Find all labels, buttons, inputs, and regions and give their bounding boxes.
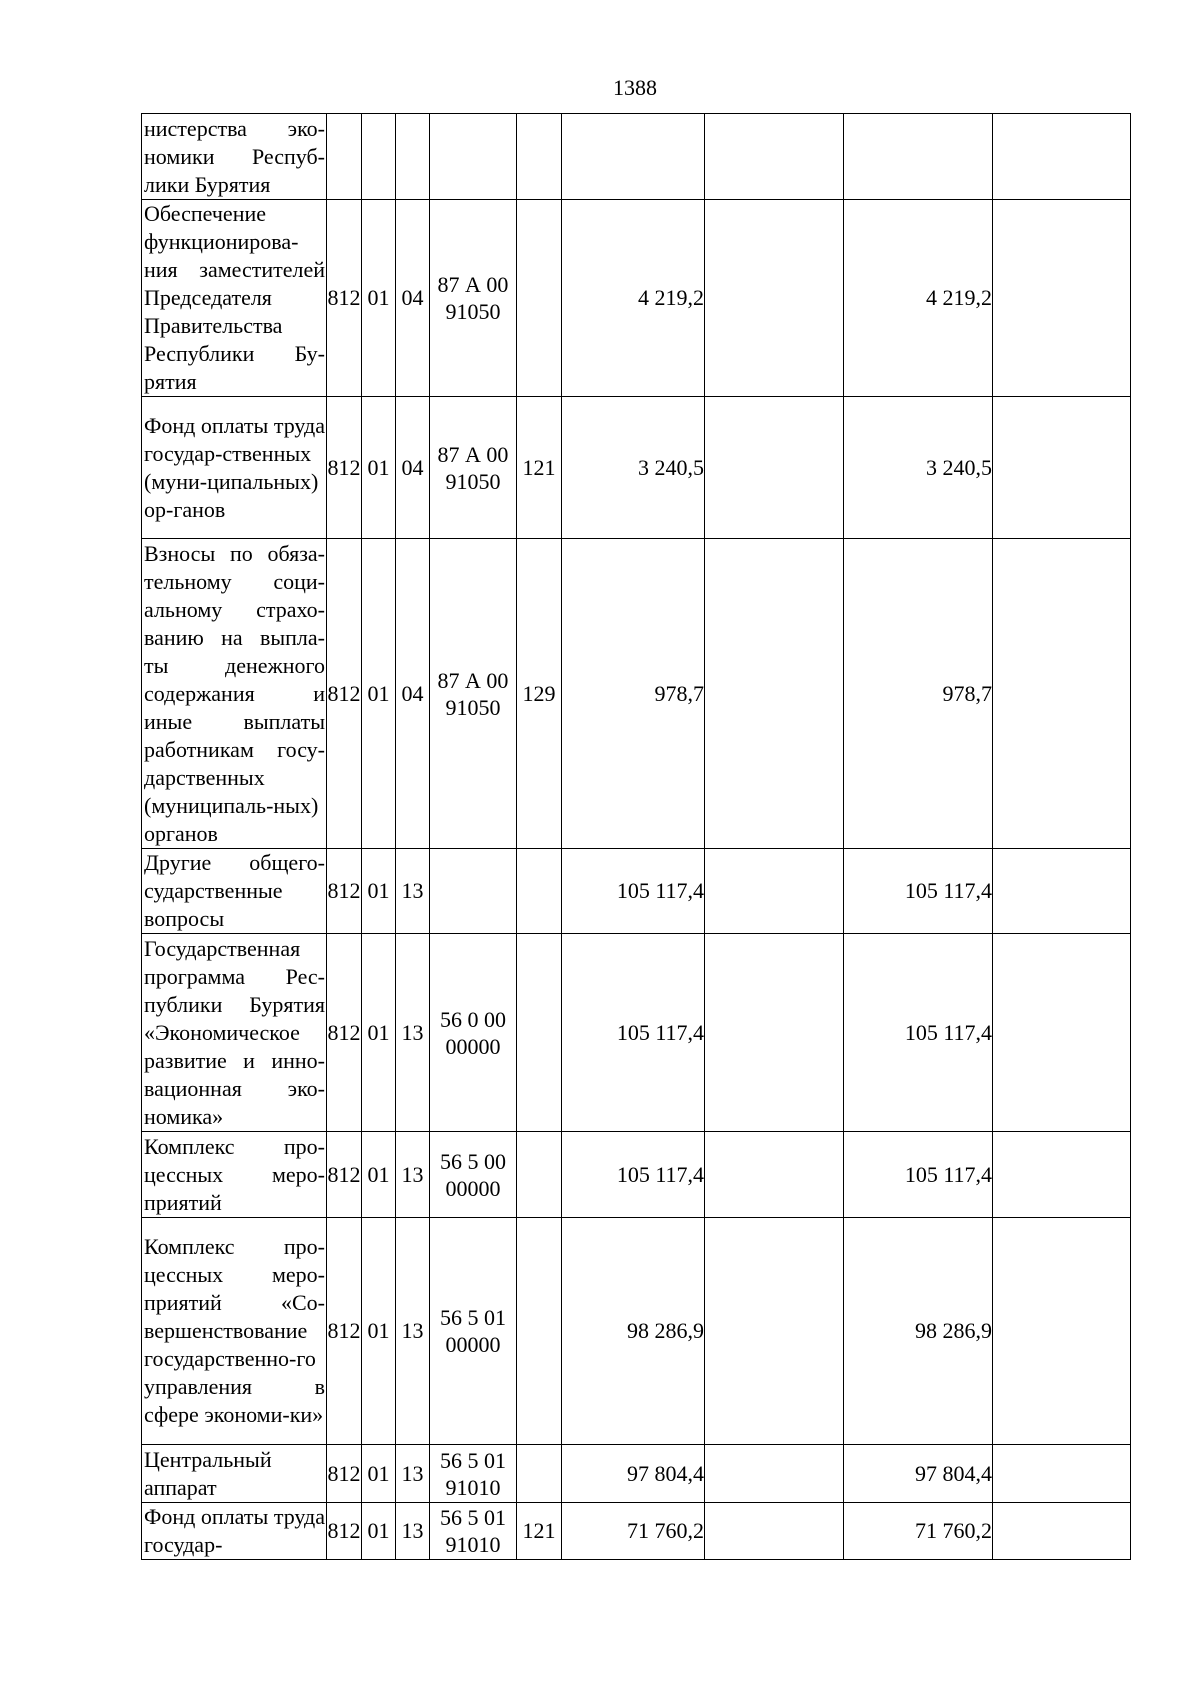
sum-cell-3: 105 117,4 — [844, 934, 993, 1132]
sum-cell-2 — [705, 1218, 844, 1445]
budget-table — [141, 113, 1131, 1560]
sum-cell-2 — [705, 849, 844, 934]
vr-cell — [517, 1445, 562, 1503]
sum-cell-2 — [705, 397, 844, 539]
gr-cell: 812 — [327, 934, 362, 1132]
table-row — [142, 849, 1131, 934]
csr-cell: 87 А 00 91050 — [430, 397, 517, 539]
rz-cell: 01 — [362, 849, 396, 934]
pr-cell: 13 — [396, 849, 430, 934]
sum-cell-1: 97 804,4 — [562, 1445, 705, 1503]
table-row — [142, 1132, 1131, 1218]
sum-cell-3: 105 117,4 — [844, 849, 993, 934]
row-name: Другие общего-сударственные вопросы — [142, 849, 327, 934]
row-name: Центральный аппарат — [142, 1445, 327, 1503]
pr-cell: 13 — [396, 1445, 430, 1503]
rz-cell: 01 — [362, 539, 396, 849]
rz-cell: 01 — [362, 1132, 396, 1218]
sum-cell-2 — [705, 114, 844, 200]
row-name: Комплекс про-цессных меро-приятий — [142, 1132, 327, 1218]
gr-cell: 812 — [327, 200, 362, 397]
sum-cell-3: 3 240,5 — [844, 397, 993, 539]
pr-cell: 13 — [396, 934, 430, 1132]
csr-cell: 56 5 01 00000 — [430, 1218, 517, 1445]
row-name: Государственная программа Рес-публики Бурятия «Экономическое развитие и инно-вационная эко-номика» — [142, 934, 327, 1132]
sum-cell-2 — [705, 1503, 844, 1560]
pr-cell: 13 — [396, 1503, 430, 1560]
rz-cell: 01 — [362, 200, 396, 397]
csr-cell: 56 5 01 91010 — [430, 1503, 517, 1560]
row-name: Фонд оплаты труда государ-ственных (муни-ципальных) ор-ганов — [142, 397, 327, 539]
gr-cell: 812 — [327, 539, 362, 849]
vr-cell: 121 — [517, 397, 562, 539]
rz-cell: 01 — [362, 397, 396, 539]
sum-cell-4 — [993, 934, 1131, 1132]
gr-cell: 812 — [327, 1503, 362, 1560]
vr-cell — [517, 114, 562, 200]
sum-cell-1: 71 760,2 — [562, 1503, 705, 1560]
sum-cell-3: 97 804,4 — [844, 1445, 993, 1503]
csr-cell: 56 5 01 91010 — [430, 1445, 517, 1503]
vr-cell: 129 — [517, 539, 562, 849]
pr-cell: 13 — [396, 1132, 430, 1218]
gr-cell — [327, 114, 362, 200]
sum-cell-4 — [993, 1445, 1131, 1503]
rz-cell: 01 — [362, 1445, 396, 1503]
gr-cell: 812 — [327, 1218, 362, 1445]
sum-cell-1: 3 240,5 — [562, 397, 705, 539]
sum-cell-2 — [705, 1445, 844, 1503]
sum-cell-1: 98 286,9 — [562, 1218, 705, 1445]
sum-cell-3: 978,7 — [844, 539, 993, 849]
pr-cell — [396, 114, 430, 200]
csr-cell — [430, 849, 517, 934]
sum-cell-1 — [562, 114, 705, 200]
row-name: Фонд оплаты труда государ- — [142, 1503, 327, 1560]
pr-cell: 13 — [396, 1218, 430, 1445]
table-row — [142, 397, 1131, 539]
vr-cell — [517, 849, 562, 934]
sum-cell-1: 105 117,4 — [562, 934, 705, 1132]
sum-cell-4 — [993, 1503, 1131, 1560]
vr-cell — [517, 1132, 562, 1218]
gr-cell: 812 — [327, 1445, 362, 1503]
sum-cell-3: 4 219,2 — [844, 200, 993, 397]
csr-cell: 87 А 00 91050 — [430, 200, 517, 397]
sum-cell-1: 4 219,2 — [562, 200, 705, 397]
sum-cell-2 — [705, 200, 844, 397]
sum-cell-3: 105 117,4 — [844, 1132, 993, 1218]
table-row — [142, 1503, 1131, 1560]
rz-cell: 01 — [362, 1218, 396, 1445]
vr-cell — [517, 200, 562, 397]
vr-cell — [517, 1218, 562, 1445]
sum-cell-4 — [993, 1218, 1131, 1445]
row-name: Обеспечение функционирова-ния заместителей Председателя Правительства Республики Бу-рятия — [142, 200, 327, 397]
sum-cell-1: 105 117,4 — [562, 1132, 705, 1218]
row-name: Взносы по обяза-тельному соци-альному страхо-ванию на выпла-ты денежного содержания и иные выплаты работникам госу-дарственных (муниципаль-ных) органов — [142, 539, 327, 849]
sum-cell-4 — [993, 849, 1131, 934]
sum-cell-2 — [705, 1132, 844, 1218]
table-row — [142, 1445, 1131, 1503]
row-name: Комплекс про-цессных меро-приятий «Со-вершенствование государственно-го управления в сфере экономи-ки» — [142, 1218, 327, 1445]
pr-cell: 04 — [396, 200, 430, 397]
page-number: 1388 — [613, 75, 657, 100]
sum-cell-2 — [705, 539, 844, 849]
gr-cell: 812 — [327, 849, 362, 934]
table-row — [142, 114, 1131, 200]
sum-cell-4 — [993, 539, 1131, 849]
gr-cell: 812 — [327, 397, 362, 539]
sum-cell-2 — [705, 934, 844, 1132]
rz-cell — [362, 114, 396, 200]
vr-cell — [517, 934, 562, 1132]
vr-cell: 121 — [517, 1503, 562, 1560]
sum-cell-3 — [844, 114, 993, 200]
csr-cell: 56 0 00 00000 — [430, 934, 517, 1132]
table-row — [142, 1218, 1131, 1445]
sum-cell-4 — [993, 114, 1131, 200]
pr-cell: 04 — [396, 539, 430, 849]
table-row — [142, 200, 1131, 397]
pr-cell: 04 — [396, 397, 430, 539]
sum-cell-4 — [993, 200, 1131, 397]
sum-cell-4 — [993, 397, 1131, 539]
csr-cell — [430, 114, 517, 200]
table-row — [142, 934, 1131, 1132]
table-row — [142, 539, 1131, 849]
sum-cell-1: 105 117,4 — [562, 849, 705, 934]
sum-cell-3: 98 286,9 — [844, 1218, 993, 1445]
row-name: нистерства эко-номики Респуб-лики Бурятия — [142, 114, 327, 200]
csr-cell: 56 5 00 00000 — [430, 1132, 517, 1218]
rz-cell: 01 — [362, 1503, 396, 1560]
csr-cell: 87 А 00 91050 — [430, 539, 517, 849]
sum-cell-1: 978,7 — [562, 539, 705, 849]
sum-cell-4 — [993, 1132, 1131, 1218]
sum-cell-3: 71 760,2 — [844, 1503, 993, 1560]
gr-cell: 812 — [327, 1132, 362, 1218]
rz-cell: 01 — [362, 934, 396, 1132]
